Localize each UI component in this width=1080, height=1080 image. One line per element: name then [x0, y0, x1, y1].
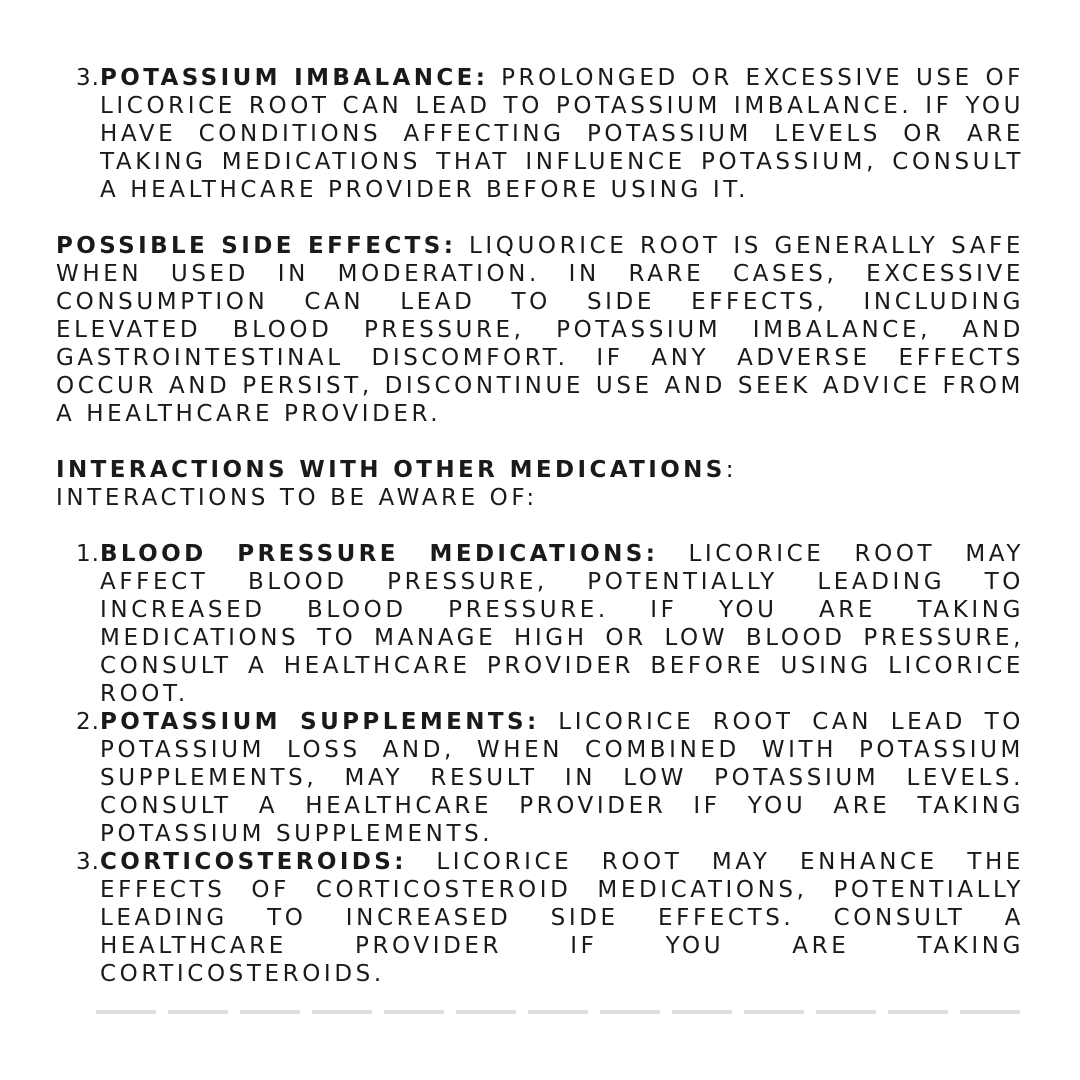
list-item-title: POTASSIUM IMBALANCE: — [100, 65, 489, 91]
list-item-body — [100, 708, 1024, 848]
document-page — [56, 64, 1024, 988]
list-item-text: LICORICE ROOT MAY ENHANCE THE EFFECTS OF CORTICOSTEROID MEDICATIONS, POTENTIALLY LEADING TO INCREASED SIDE EFFECTS. CONSULT A HEALTHCARE PROVIDER IF YOU ARE TAKING CORTICOSTEROIDS. — [100, 849, 1024, 987]
interactions-intro: INTERACTIONS TO BE AWARE OF: — [56, 485, 538, 511]
side-effects-heading: POSSIBLE SIDE EFFECTS: — [56, 233, 457, 259]
list-item-title: POTASSIUM SUPPLEMENTS: — [100, 709, 540, 735]
list-item-body — [100, 540, 1024, 708]
list-item-potassium-supplements — [56, 708, 1024, 848]
list-item-blood-pressure — [56, 540, 1024, 708]
list-number: 3. — [76, 849, 100, 875]
side-effects-paragraph — [56, 232, 1024, 428]
list-item-text: LICORICE ROOT MAY AFFECT BLOOD PRESSURE, POTENTIALLY LEADING TO INCREASED BLOOD PRESSURE. IF YOU ARE TAKING MEDICATIONS TO MANAGE HIGH OR LOW BLOOD PRESSURE, CONSULT A HEALTHCARE PROVIDER BEFORE USING LICORICE ROOT. — [100, 541, 1024, 707]
list-item-body — [100, 848, 1024, 988]
list-item-title: CORTICOSTEROIDS: — [100, 849, 407, 875]
list-item-potassium-imbalance — [56, 64, 1024, 204]
list-number: 1. — [76, 541, 100, 567]
list-item-text: PROLONGED OR EXCESSIVE USE OF LICORICE ROOT CAN LEAD TO POTASSIUM IMBALANCE. IF YOU HAVE CONDITIONS AFFECTING POTASSIUM LEVELS OR ARE TAKING MEDICATIONS THAT INFLUENCE POTASSIUM, CONSULT A HEALTHCARE PROVIDER BEFORE USING IT. — [100, 65, 1024, 203]
cropped-text-edge — [96, 1010, 1024, 1014]
list-item-body — [100, 64, 1024, 204]
list-number: 3. — [76, 65, 100, 91]
interactions-heading-colon: : — [725, 457, 738, 483]
list-number: 2. — [76, 709, 100, 735]
list-item-title: BLOOD PRESSURE MEDICATIONS: — [100, 541, 659, 567]
interactions-heading-block — [56, 456, 1024, 512]
list-item-text: LICORICE ROOT CAN LEAD TO POTASSIUM LOSS AND, WHEN COMBINED WITH POTASSIUM SUPPLEMENTS, MAY RESULT IN LOW POTASSIUM LEVELS. CONSULT A HEALTHCARE PROVIDER IF YOU ARE TAKING POTASSIUM SUPPLEMENTS. — [100, 709, 1024, 847]
list-item-corticosteroids — [56, 848, 1024, 988]
side-effects-text: LIQUORICE ROOT IS GENERALLY SAFE WHEN USED IN MODERATION. IN RARE CASES, EXCESSIVE CONSUMPTION CAN LEAD TO SIDE EFFECTS, INCLUDING ELEVATED BLOOD PRESSURE, POTASSIUM IMBALANCE, AND GASTROINTESTINAL DISCOMFORT. IF ANY ADVERSE EFFECTS OCCUR AND PERSIST, DISCONTINUE USE AND SEEK ADVICE FROM A HEALTHCARE PROVIDER. — [56, 233, 1024, 427]
interactions-heading: INTERACTIONS WITH OTHER MEDICATIONS — [56, 457, 726, 483]
